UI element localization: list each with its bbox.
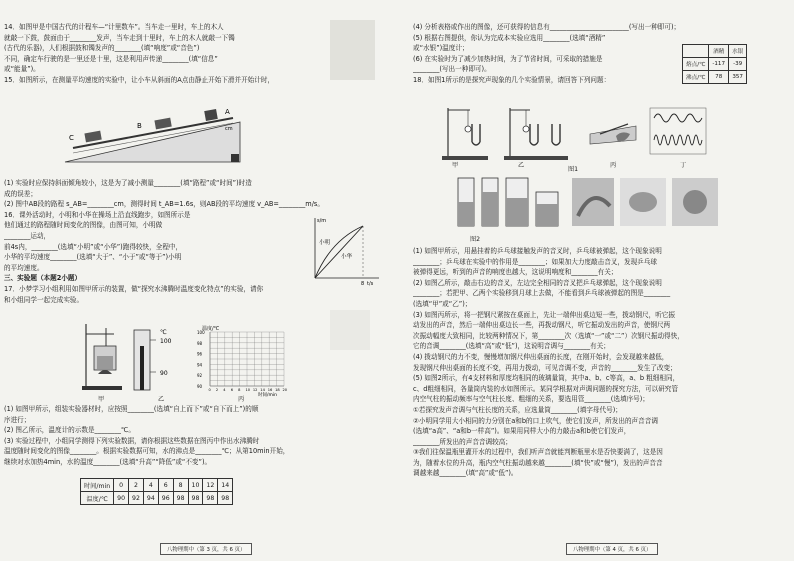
text-line: (2) 图乙所示，温度计的示数是________℃。: [4, 426, 135, 435]
text-line: 16．课外活动时，小明和小华在操场上沿直线跑步，如图所示是: [4, 210, 191, 219]
text-line: (3) 如图丙所示，将一把钢尺紧按在桌面上，先让一端伸出桌边短一些，拨动钢尺，听它振: [413, 310, 675, 319]
text-line: 次振动幅度大致相同，比较两种情况下，第________次（选填“一”或“二”）次钢尺振动得快，: [413, 331, 684, 340]
right-q18-parts: [413, 246, 789, 479]
text-line: 序进行；: [4, 415, 31, 424]
table-row: [81, 479, 233, 492]
scan-noise: [330, 310, 370, 350]
text-line: (4) 拨动钢尺的力不变，慢慢增加钢尺伸出桌面的长度，在刚开始时，会发现越来越低，: [413, 352, 669, 361]
therm-100: 100: [160, 338, 172, 345]
text-line: (1) 如图甲所示，用悬挂着的乒乓球接触发声的音叉时，乒乓球被弹起，这个现象说明: [413, 247, 662, 255]
text-line: ________运动，: [4, 231, 51, 240]
text-line: 15．如图所示，在测量平均速度的实验中，让小车从斜面的A点由静止开始下滑并开始计时，: [4, 75, 275, 84]
y-tick-label: 90: [197, 384, 203, 389]
text-line: 内空气柱的振动频率与空气柱长度、粗细的关系，要选用管________(选填序号)；: [413, 395, 649, 404]
fig-label-jia: 甲: [98, 396, 105, 403]
table-cell: 98: [203, 492, 218, 505]
x-tick-label: 18: [275, 388, 280, 392]
table-cell: 98: [188, 492, 203, 505]
table-cell: 12: [203, 479, 218, 492]
grid-xlabel: 时间/min: [258, 393, 278, 398]
table-cell: 水银: [729, 45, 747, 58]
st-graph: [305, 214, 383, 286]
text-line: c、d粗细相同，各量筒内装的水如图所示。某同学根据对声调问题的探究方法，可以研究管: [413, 384, 678, 393]
text-line: 不同，确定车行驶的是一里还是十里，这是利用声传递________(填“信息”: [4, 54, 218, 63]
text-line: ________；乒乓球在实验中的作用是________；如果加大力度敲击音叉，发现乒乓球: [413, 257, 657, 266]
table-cell: 90: [114, 492, 129, 505]
text-line: ________(写出一种即可)。: [413, 65, 491, 74]
text-line: 被弹得更远，听到的声音的响度也越大，这说明响度和________有关；: [413, 268, 618, 277]
left-q17-parts: [4, 404, 390, 468]
table-row: [683, 45, 747, 58]
text-line: 调越来越________(填“高”或“低”)。: [413, 469, 518, 478]
table-header-cell: 温度/℃: [81, 492, 114, 505]
text-line: 动发出的声音，然后一端伸出桌边长一些，再拨动钢尺，听它振动发出的声音，使钢尺两: [413, 321, 671, 330]
fig-label-bing: 丙: [238, 396, 245, 403]
text-line: 和小组同学一起完成实验。: [4, 295, 84, 304]
st-xlabel: t/s: [367, 281, 374, 286]
section-heading: 三、实验题（本题2小题）: [4, 274, 82, 283]
fig-label-yi: 乙: [158, 396, 165, 403]
y-tick-label: 98: [197, 340, 203, 346]
table-cell: 92: [129, 492, 144, 505]
table-cell: 94: [143, 492, 158, 505]
table-row: [81, 492, 233, 505]
table-cell: 酒精: [709, 45, 729, 58]
x-tick-label: 12: [252, 388, 258, 392]
y-tick-label: 92: [197, 373, 203, 379]
table-cell: 78: [709, 71, 729, 84]
table-cell: [683, 45, 709, 58]
x-tick-label: 2: [215, 388, 219, 392]
st-ylabel: s/m: [317, 218, 327, 224]
x-tick-label: 4: [223, 388, 226, 392]
x-tick-label: 14: [260, 388, 265, 392]
x-tick-label: 20: [282, 388, 288, 392]
fig1-label-bing: 丙: [610, 162, 617, 169]
table-cell: 熔点/℃: [683, 58, 709, 71]
figure-2-photos: [570, 176, 720, 230]
incline-figure: [55, 100, 255, 172]
xiaoming-label: 小明: [319, 240, 331, 246]
text-line: 的平均速度。: [4, 263, 44, 272]
thermometer-yi: [130, 326, 192, 394]
grid-title: 温度/℃: [202, 326, 220, 332]
page-footer-right: 八物理期中（第 4 页，共 6 页）: [566, 543, 658, 555]
data-table: [80, 478, 233, 505]
text-line: (选填“甲”或“乙”)；: [413, 299, 472, 308]
text-line: 温度随时间变化的图像________。根据实验数据可知，水的沸点是________℃；从第10min开始，: [4, 447, 290, 456]
table-cell: 4: [143, 479, 158, 492]
label-unit: cm: [225, 126, 233, 132]
text-line: (5) 如图2所示，有4支材料和厚度均相同的玻璃量筒，其中a、b、c等高，a、b 粗细相同，: [413, 374, 680, 383]
text-line: 为，随着水位的升高，瓶内空气柱振动越来越________(填“快”或“慢”)，发出的声音音: [413, 458, 663, 467]
fig1-label-yi: 乙: [518, 162, 525, 169]
text-line: 他们通过的路程随时间变化的图像，由图可知，小明做: [4, 221, 163, 230]
table-cell: -39: [729, 58, 747, 71]
fig1-label-ding: 丁: [680, 162, 687, 169]
table-cell: 沸点/℃: [683, 71, 709, 84]
table-cell: 2: [129, 479, 144, 492]
text-line: (选填“a高”、“a和b一样高”)。如果用同样大小的力敲击a和b使它们发声，: [413, 427, 631, 436]
text-line: (3) 实验过程中，小组同学测得下列实验数据，请你根据这些数据在图丙中作出水沸腾时: [4, 436, 260, 445]
text-line: (4) 分析表格或作出的图像，还可获得的信息有________________________(写出一种即可)；: [413, 23, 681, 31]
text-line: ③我们往保温瓶里灌开水的过程中，我们听声音就能判断瓶里水是否快要满了，这是因: [413, 448, 663, 457]
label-b: B: [137, 122, 142, 130]
text-line: 前4s内，________(选填“小明”或“小华”)跑得较快，全程中，: [4, 242, 183, 251]
text-line: ________；若把甲、乙两个实验移到月球上去做，不能看到乒乓球被弹起的图是________: [413, 289, 671, 298]
table-cell: 357: [729, 71, 747, 84]
text-line: 就敲一下鼓，鼓面由于________发声，当车走到十里时，车上的木人就敲一下镯: [4, 33, 235, 42]
text-line: (1) 如图甲所示，组装实验器材时，应按照________(选填“自上而下”或“自下而上”)的顺: [4, 405, 259, 413]
text-line: 14．如图甲是中国古代的计程车—“计里数车”。当车走一里时，车上的木人: [4, 23, 224, 31]
text-line: ________所发出的声音音调较高；: [413, 437, 512, 446]
fig2-caption: 图2: [470, 236, 481, 243]
x-tick-label: 16: [267, 388, 273, 392]
therm-unit: ℃: [160, 329, 167, 336]
table-row: [683, 71, 747, 84]
page-footer-left: 八物理期中（第 3 页，共 6 页）: [160, 543, 252, 555]
text-line: ②小明同学用大小相同的力分别在a和b的口上吹气，使它们发声，所发出的声音音调: [413, 416, 658, 425]
table-cell: 14: [218, 479, 233, 492]
text-line: (2) 图中AB段的路程 s_AB=________cm，测得时间 t_AB=1.6s，则AB段的平均速度 v_AB=________m/s。: [4, 200, 324, 209]
table-cell: 0: [114, 479, 129, 492]
text-line: 18．如图1所示的是探究声现象的几个实验情景，请回答下列问题：: [413, 75, 611, 84]
text-line: 17．小梦学习小组利用如图甲所示的装置，做“探究水沸腾时温度变化特点”的实验，请你: [4, 284, 264, 293]
table-header-cell: 时间/min: [81, 479, 114, 492]
table-cell: 6: [158, 479, 173, 492]
table-cell: 8: [173, 479, 188, 492]
table-cell: 98: [218, 492, 233, 505]
table-cell: -117: [709, 58, 729, 71]
left-page: [4, 22, 390, 86]
fig1-label-jia: 甲: [452, 162, 459, 169]
text-line: 小华的平均速度________(选填“大于”、“小于”或“等于”)小明: [4, 253, 182, 262]
y-tick-label: 94: [197, 362, 203, 368]
text-line: (5) 根据右图提供，你认为完成本实验应选用________(选填“酒精”: [413, 33, 606, 42]
text-line: 发现钢尺伸出桌面的长度不变，再用力拨动，可见音调不变，声音的________发生了改变；: [413, 363, 677, 372]
text-line: 它的音调________(选填“高”或“低”)，这说明音调与________有关；: [413, 342, 610, 351]
text-line: 或“水银”)温度计；: [413, 44, 469, 53]
x-tick-label: 0: [208, 388, 211, 392]
table-cell: 98: [173, 492, 188, 505]
therm-90: 90: [160, 370, 168, 377]
x-tick-label: 10: [245, 388, 251, 392]
x-tick-label: 8: [238, 388, 241, 392]
y-tick-label: 100: [197, 330, 205, 335]
apparatus-jia: [80, 322, 124, 394]
text-line: (1) 实验时应保持斜面倾角较小，这是为了减小测量________(填“路程”或“时间”)时造: [4, 179, 252, 187]
text-line: (6) 在实验时为了减少加热时间，为了节省时间，可采取的措施是: [413, 54, 603, 63]
text-line: (古代的乐器)，人们根据鼓和镯发声的________(填“响度”或“音色”): [4, 44, 200, 53]
table-cell: 10: [188, 479, 203, 492]
figure-2-tubes: [452, 172, 562, 232]
st-x-tick: 8: [361, 281, 365, 286]
y-tick-label: 96: [197, 351, 203, 357]
fig1-caption: 图1: [568, 166, 579, 173]
table-cell: 96: [158, 492, 173, 505]
table-row: [683, 58, 747, 71]
label-a: A: [225, 108, 230, 116]
text-line: (2) 如图乙所示，敲击右边的音叉，左边完全相同的音叉把乒乓球弹起，这个现象说明: [413, 278, 662, 287]
text-line: 成的误差；: [4, 189, 37, 198]
text-line: 继续对水加热4min，水的温度________(选填“升高”“降低”或“不变”)。: [4, 457, 212, 466]
xiaohua-label: 小华: [341, 254, 353, 260]
melting-boiling-table: [682, 44, 747, 84]
text-line: 或“能量”)。: [4, 65, 40, 74]
text-line: ①若探究发声音调与气柱长度的关系，应选量筒________(填字母代号)；: [413, 405, 622, 414]
figure-1: [440, 104, 710, 166]
x-tick-label: 6: [230, 388, 233, 392]
temperature-time-grid: [196, 324, 288, 398]
label-c: C: [69, 134, 74, 142]
